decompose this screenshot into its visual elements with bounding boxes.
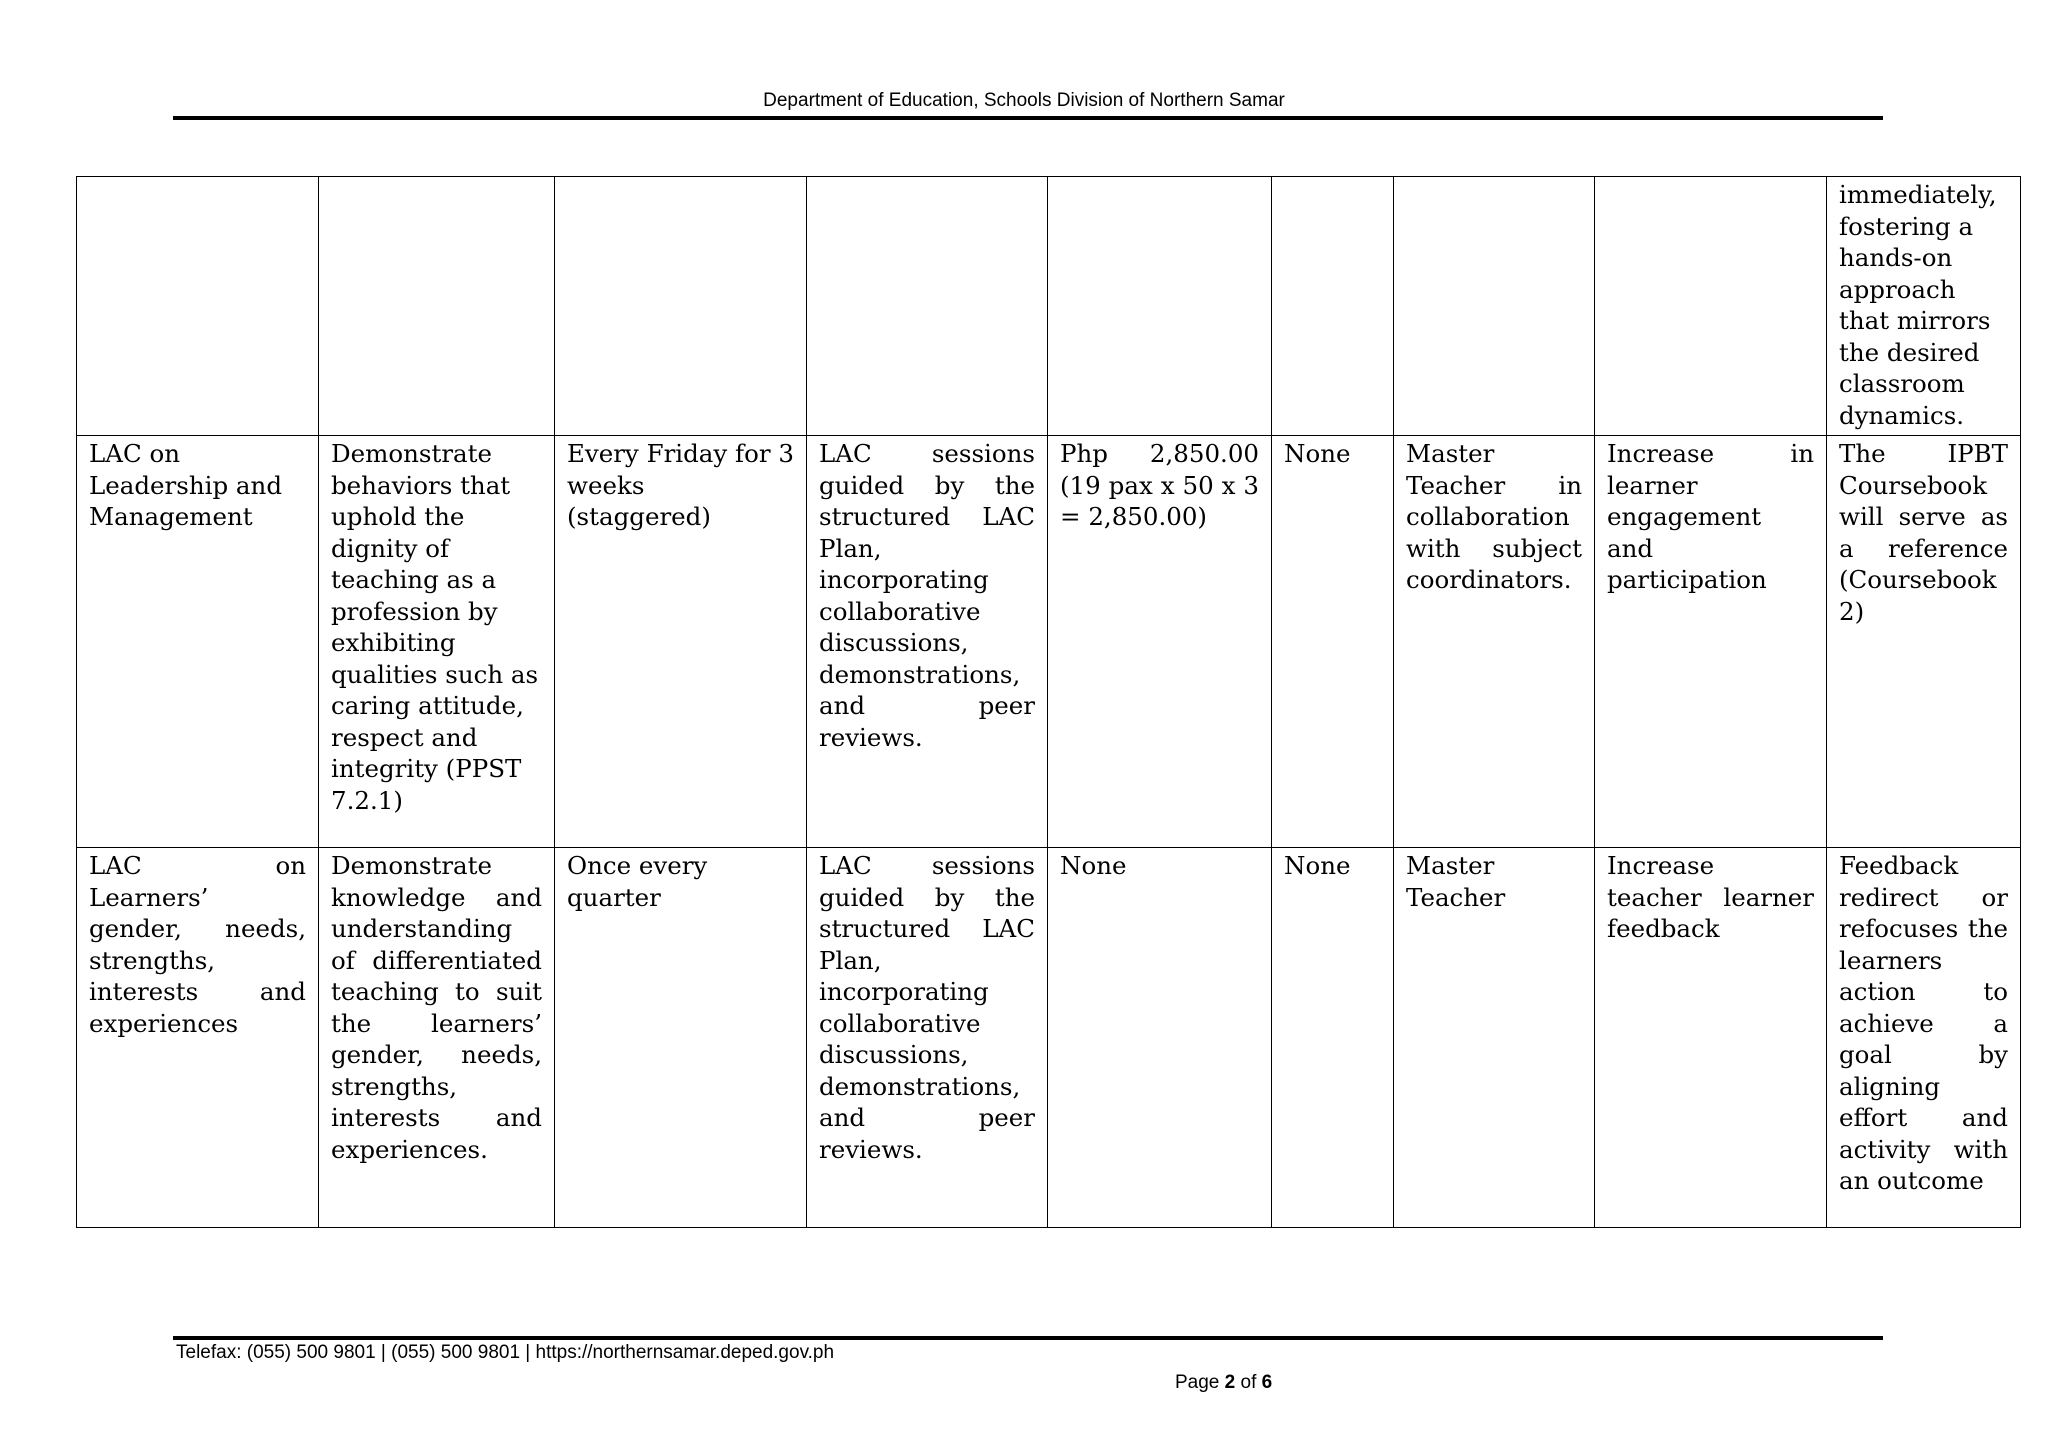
table-cell bbox=[319, 177, 555, 436]
table-cell bbox=[77, 177, 319, 436]
header-divider bbox=[173, 116, 1883, 120]
table-cell-schedule: Once every quarter bbox=[555, 848, 807, 1228]
footer-contact: Telefax: (055) 500 9801 | (055) 500 9801 | https://northernsamar.deped.gov.ph bbox=[176, 1342, 835, 1363]
page-number bbox=[1175, 1372, 1272, 1394]
table-row bbox=[77, 848, 2021, 1228]
table-cell-outcome: Increase in learner engagement and participation bbox=[1595, 436, 1827, 848]
page-of: of bbox=[1240, 1372, 1257, 1393]
table-cell-remarks: Feedback redirect or refocuses the learners action to achieve a goal by aligning effort and activity with an outcome bbox=[1827, 848, 2021, 1228]
table-cell-strategy: LAC sessions guided by the structured LAC Plan, incorporating collaborative discussions, demonstrations, and peer reviews. bbox=[807, 848, 1048, 1228]
table-cell bbox=[1595, 177, 1827, 436]
table-cell-remarks: The IPBT Coursebook will serve as a reference (Coursebook 2) bbox=[1827, 436, 2021, 848]
table-cell-responsible: Master Teacher in collaboration with subject coordinators. bbox=[1394, 436, 1595, 848]
table-cell bbox=[1048, 177, 1272, 436]
table-cell-fund: None bbox=[1272, 436, 1394, 848]
page-header-title: Department of Education, Schools Division of Northern Samar bbox=[763, 90, 1285, 111]
page-prefix: Page bbox=[1175, 1372, 1220, 1393]
table-row bbox=[77, 436, 2021, 848]
table-cell bbox=[555, 177, 807, 436]
table-cell-budget: Php 2,850.00 (19 pax x 50 x 3 = 2,850.00) bbox=[1048, 436, 1272, 848]
table-cell-strategy: LAC sessions guided by the structured LAC Plan, incorporating collaborative discussions, demonstrations, and peer reviews. bbox=[807, 436, 1048, 848]
table-cell-objective: Demonstrate behaviors that uphold the dignity of teaching as a profession by exhibiting qualities such as caring attitude, respect and integrity (PPST 7.2.1) bbox=[319, 436, 555, 848]
table-cell-objective: Demonstrate knowledge and understanding of differentiated teaching to suit the learners’ gender, needs, strengths, interests and experiences. bbox=[319, 848, 555, 1228]
table-cell: immediately, fostering a hands-on approach that mirrors the desired classroom dynamics. bbox=[1827, 177, 2021, 436]
page-current: 2 bbox=[1224, 1372, 1236, 1393]
table-cell-fund: None bbox=[1272, 848, 1394, 1228]
table-cell bbox=[807, 177, 1048, 436]
table-cell-schedule: Every Friday for 3 weeks (staggered) bbox=[555, 436, 807, 848]
lac-plan-table bbox=[76, 176, 2021, 1228]
table-row bbox=[77, 177, 2021, 436]
table-cell bbox=[1394, 177, 1595, 436]
table-cell-topic: LAC on Leadership and Management bbox=[77, 436, 319, 848]
table-cell-budget: None bbox=[1048, 848, 1272, 1228]
table-cell-outcome: Increase teacher learner feedback bbox=[1595, 848, 1827, 1228]
footer-divider bbox=[173, 1336, 1883, 1340]
table-cell-topic: LAC on Learners’ gender, needs, strengths, interests and experiences bbox=[77, 848, 319, 1228]
table-cell-responsible: Master Teacher bbox=[1394, 848, 1595, 1228]
table-cell bbox=[1272, 177, 1394, 436]
page-total: 6 bbox=[1261, 1372, 1273, 1393]
